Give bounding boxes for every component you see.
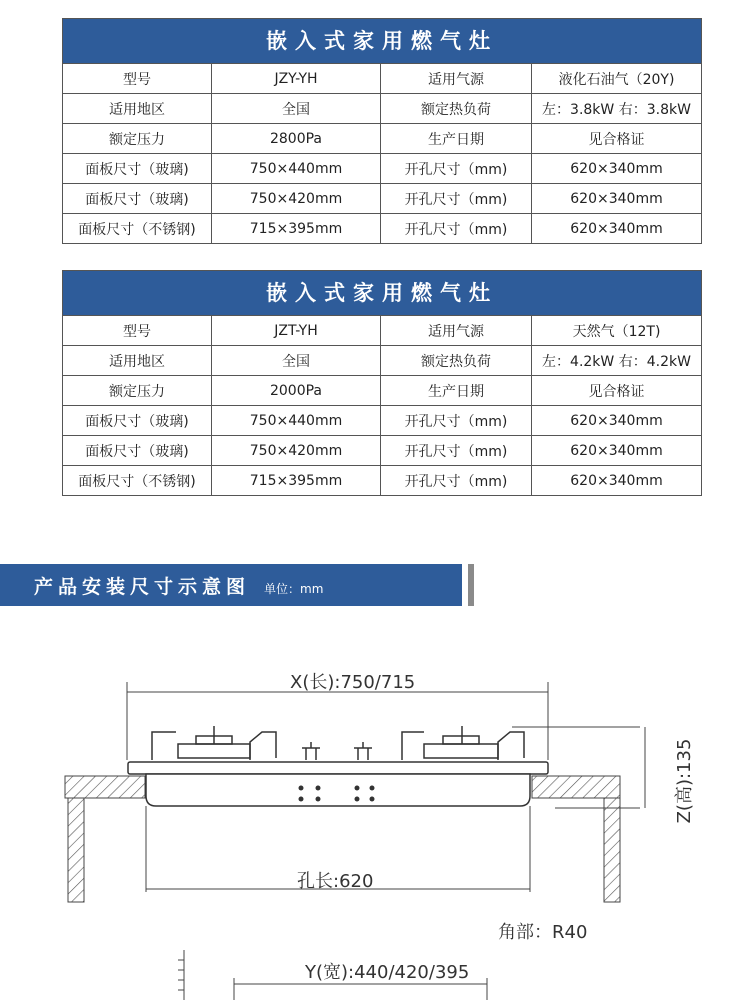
width-label: Y(宽):440/420/395 — [305, 962, 470, 983]
table-cell: 面板尺寸（不锈钢) — [78, 473, 196, 490]
table-cell: 750×420mm — [211, 184, 380, 213]
table-cell: 适用地区 — [109, 353, 165, 370]
table-cell: 面板尺寸（玻璃) — [85, 161, 189, 178]
table-cell: 开孔尺寸（mm) — [380, 436, 531, 465]
table-cell: JZY-YH — [211, 64, 380, 93]
table-cell: 左：3.8kW 右：3.8kW — [531, 94, 701, 123]
table-row — [63, 213, 701, 243]
table-cell: 额定压力 — [109, 131, 165, 148]
table-cell: 额定热负荷 — [380, 94, 531, 123]
table-cell: 开孔尺寸（mm) — [380, 406, 531, 435]
section-title: 产品安装尺寸示意图 — [34, 575, 251, 598]
table-row — [63, 465, 701, 495]
table-row — [63, 63, 701, 93]
table-cell: 见合格证 — [531, 124, 701, 153]
table-row — [63, 375, 701, 405]
corner-label: 角部：R40 — [498, 922, 588, 943]
table-cell: 额定热负荷 — [380, 346, 531, 375]
table-cell: 开孔尺寸（mm) — [380, 466, 531, 495]
table-cell: 开孔尺寸（mm) — [380, 214, 531, 243]
section-accent-mark — [468, 564, 474, 606]
table-row — [63, 93, 701, 123]
burner-right — [402, 726, 524, 760]
table-cell: 715×395mm — [211, 214, 380, 243]
table-cell: 2800Pa — [211, 124, 380, 153]
knob-stems — [302, 742, 372, 760]
table-cell: 面板尺寸（玻璃) — [85, 443, 189, 460]
spec-table-1 — [62, 18, 702, 244]
table-cell: 额定压力 — [109, 383, 165, 400]
spec-table-2 — [62, 270, 702, 496]
table-cell: 见合格证 — [531, 376, 701, 405]
table-row — [63, 405, 701, 435]
table-cell: 2000Pa — [211, 376, 380, 405]
table-cell: 620×340mm — [531, 214, 701, 243]
burner-left — [152, 726, 276, 760]
table-cell: 面板尺寸（不锈钢) — [78, 221, 196, 238]
length-label: X(长):750/715 — [290, 672, 416, 693]
countertop-left — [65, 776, 145, 902]
table-cell: 生产日期 — [380, 376, 531, 405]
table-row — [63, 123, 701, 153]
table-cell: 面板尺寸（玻璃) — [85, 413, 189, 430]
section-header — [0, 564, 462, 606]
table-row — [63, 153, 701, 183]
table-cell: 生产日期 — [380, 124, 531, 153]
table-cell: 适用地区 — [109, 101, 165, 118]
table-cell: 750×440mm — [211, 154, 380, 183]
table-cell: 全国 — [211, 94, 380, 123]
table-cell: 开孔尺寸（mm) — [380, 154, 531, 183]
table-cell: 620×340mm — [531, 154, 701, 183]
table-cell: 620×340mm — [531, 406, 701, 435]
table-cell: 620×340mm — [531, 436, 701, 465]
table-title: 嵌入式家用燃气灶 — [63, 271, 701, 315]
table-title: 嵌入式家用燃气灶 — [63, 19, 701, 63]
stove-body — [128, 762, 548, 806]
section-unit: 单位：mm — [264, 581, 324, 596]
table-row — [63, 345, 701, 375]
table-cell: 天然气（12T) — [531, 316, 701, 345]
table-cell: 全国 — [211, 346, 380, 375]
table-cell: 750×420mm — [211, 436, 380, 465]
table-row — [63, 435, 701, 465]
table-cell: 型号 — [123, 323, 151, 340]
table-cell: 620×340mm — [531, 184, 701, 213]
table-cell: 适用气源 — [380, 316, 531, 345]
table-cell: JZT-YH — [211, 316, 380, 345]
table-row — [63, 315, 701, 345]
table-cell: 750×440mm — [211, 406, 380, 435]
table-cell: 620×340mm — [531, 466, 701, 495]
table-cell: 左：4.2kW 右：4.2kW — [531, 346, 701, 375]
installation-diagram — [0, 640, 750, 1000]
table-cell: 液化石油气（20Y) — [531, 64, 701, 93]
table-cell: 面板尺寸（玻璃) — [85, 191, 189, 208]
table-cell: 715×395mm — [211, 466, 380, 495]
table-row — [63, 183, 701, 213]
hole-length-label: 孔长:620 — [297, 871, 374, 892]
table-cell: 开孔尺寸（mm) — [380, 184, 531, 213]
table-cell: 型号 — [123, 71, 151, 88]
height-label: Z(高):135 — [674, 738, 695, 824]
countertop-right — [532, 776, 620, 902]
table-cell: 适用气源 — [380, 64, 531, 93]
